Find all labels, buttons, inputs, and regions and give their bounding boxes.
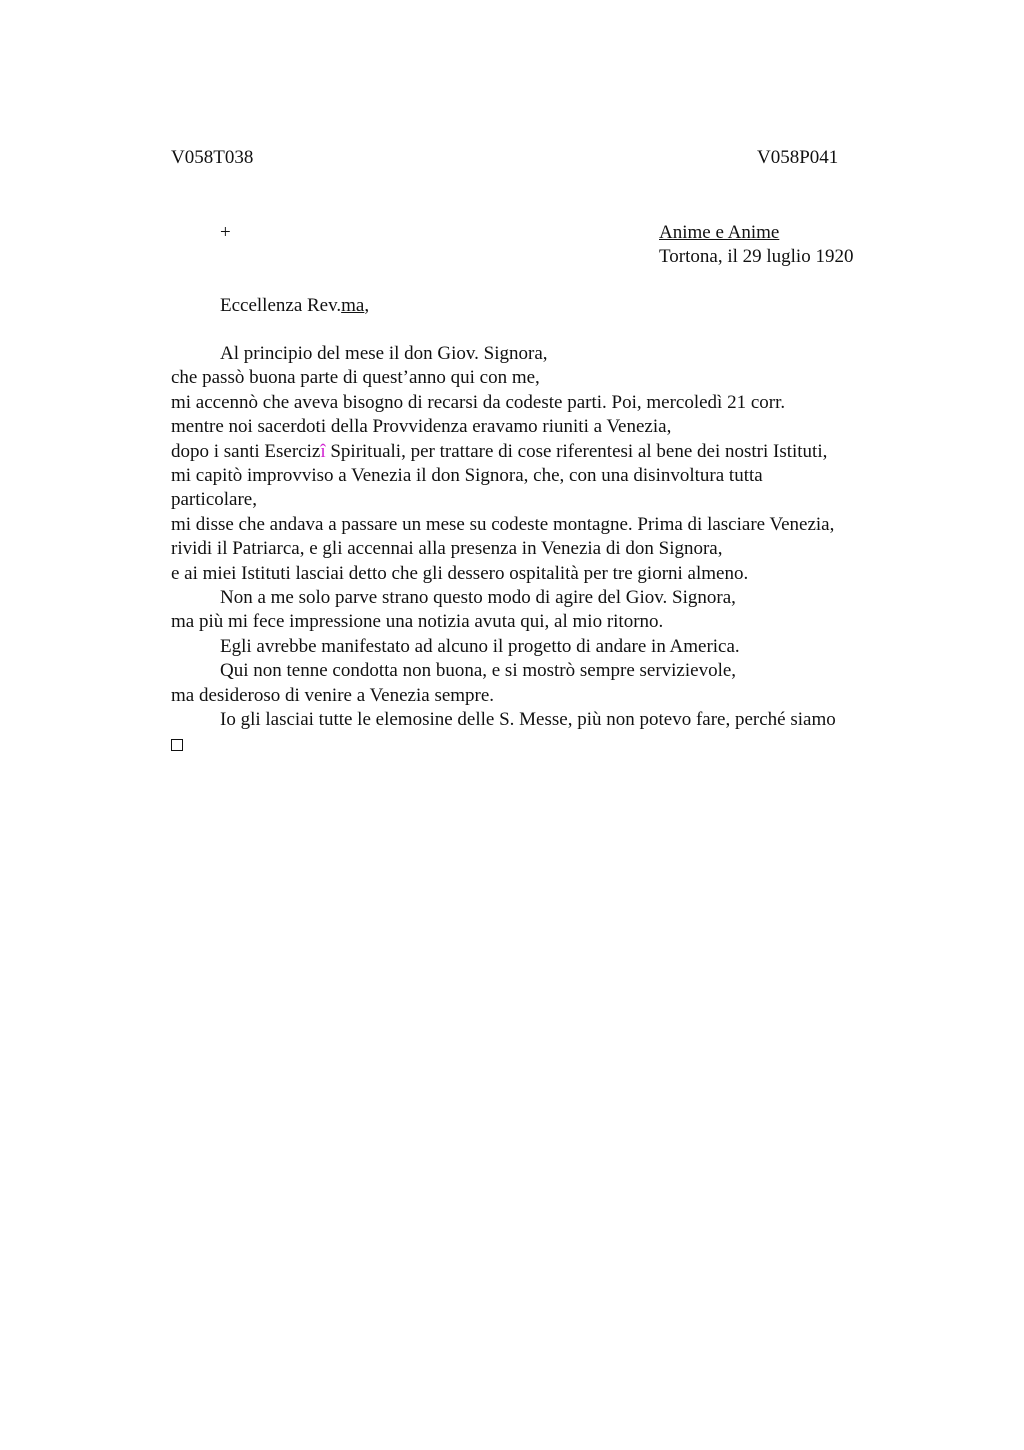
body-line: mi accennò che aveva bisogno di recarsi da codeste parti. Poi, mercoledì 21 corr.	[171, 391, 786, 413]
checkbox-icon	[171, 739, 183, 751]
body-line: Io gli lasciai tutte le elemosine delle S. Messe, più non potevo fare, perché siamo	[220, 709, 836, 731]
salutation-suffix: ,	[364, 295, 370, 316]
body-line: Non a me solo parve strano questo modo di agire del Giov. Signora,	[220, 587, 736, 609]
salutation	[220, 294, 369, 318]
body-line-part: Spirituali, per trattare di cose riferentesi al bene dei nostri Istituti,	[325, 440, 828, 462]
body-line: che passò buona parte di quest’anno qui con me,	[171, 367, 540, 389]
body-line: Al principio del mese il don Giov. Signora,	[220, 343, 548, 364]
motto: Anime e Anime	[659, 222, 780, 243]
body-line: ma desideroso di venire a Venezia sempre.	[171, 684, 495, 706]
letterhead-block	[659, 221, 853, 269]
body-line-part: dopo i santi Eserciz	[171, 440, 321, 462]
highlighted-char: î	[320, 440, 326, 462]
body-line: mentre noi sacerdoti della Provvidenza eravamo riuniti a Venezia,	[171, 416, 672, 438]
end-marker	[171, 733, 911, 758]
document-code-right: V058P041	[757, 147, 839, 168]
body-line: ma più mi fece impressione una notizia avuta qui, al mio ritorno.	[171, 611, 664, 633]
body-line: mi disse che andava a passare un mese su codeste montagne. Prima di lasciare Venezia,	[171, 513, 835, 535]
body-line: mi capitò improvviso a Venezia il don Signora, che, con una disinvoltura tutta	[171, 465, 763, 487]
salutation-prefix: Eccellenza Rev.	[220, 295, 342, 316]
body-line	[171, 440, 911, 464]
body-line: particolare,	[171, 489, 257, 511]
body-line: Egli avrebbe manifestato ad alcuno il progetto di andare in America.	[220, 635, 740, 657]
salutation-abbrev: ma	[341, 295, 365, 316]
body-line: Qui non tenne condotta non buona, e si mostrò sempre servizievole,	[220, 660, 737, 682]
body-line: e ai miei Istituti lasciai detto che gli dessero ospitalità per tre giorni almeno.	[171, 562, 749, 584]
cross-symbol: +	[220, 222, 231, 243]
body-line: rividi il Patriarca, e gli accennai alla presenza in Venezia di don Signora,	[171, 538, 723, 560]
document-code-left: V058T038	[171, 147, 254, 168]
letter-body	[171, 342, 911, 758]
place-date: Tortona, il 29 luglio 1920	[659, 246, 854, 267]
